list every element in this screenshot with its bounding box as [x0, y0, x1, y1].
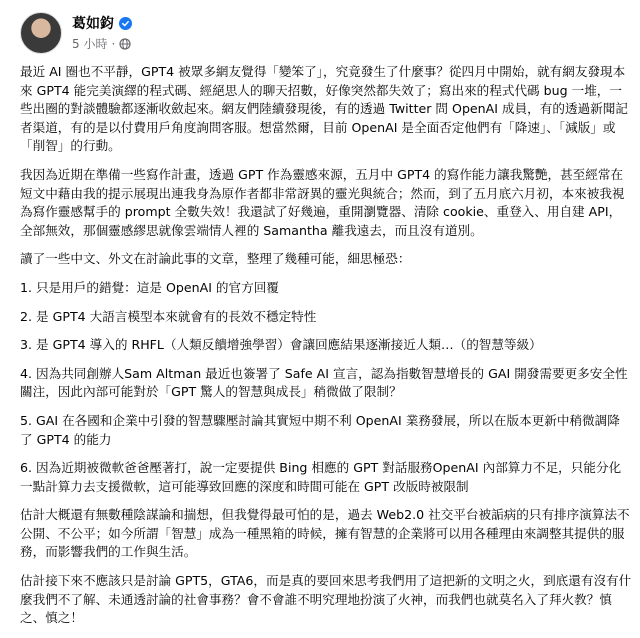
list-item-4: 4. 因為共同創辦人Sam Altman 最近也簽署了 Safe AI 宣言，認為指數智慧增長的 GAI 開發需要更多安全性關注，因此內部可能對於「GPT 驚人的智慧與成長」稍微做了限制？ — [20, 365, 628, 400]
paragraph-conspiracy: 估計大概還有無數種陰謀論和揣想，但我覺得最可怕的是，過去 Web2.0 社交平台被詬病的只有排序演算法不公開、不公平；如今所謂「智慧」成為一種黑箱的時候，擁有智慧的企業將可以用各種理由來調整其提供的服務，而影響我們的工作與生活。 — [20, 507, 630, 560]
paragraph-intro: 最近 AI 圈也不平靜，GPT4 被眾多網友覺得「變笨了」，究竟發生了什麼事？從四月中開始，就有網友發現本來 GPT4 能完美演繹的程式碼、經絕思人的聊天招數，好像突然都失效了；寫出來的程式代碼 bug 一堆，一些出圈的對談體驗都逐漸收斂起來。網友們陸續發現後，有的透過 Twitter 問 OpenAI 成員，有的透過新聞記者渠道，有的是以付費用戶角度詢問客服。想當然爾，目前 OpenAI 是全面否定他們有「降速」、「減版」或「削智」的行動。 — [20, 64, 628, 154]
author-avatar[interactable] — [20, 12, 62, 54]
list-item-1: 1. 只是用戶的錯覺：這是 OpenAI 的官方回覆 — [20, 279, 279, 295]
list-item-5: 5. GAI 在各國和企業中引發的智慧驟壓討論其實短中期不利 OpenAI 業務發展，所以在版本更新中稍微調降了 GPT4 的能力 — [20, 412, 620, 447]
paragraph-possibilities-intro: 讀了一些中文、外文在討論此事的文章，整理了幾種可能，細思極恐： — [20, 251, 411, 267]
post-body — [20, 63, 632, 638]
list-item-3: 3. 是 GPT4 導入的 RHFL（人類反饋增強學習）會讓回應結果逐漸接近人類…（的智慧等級） — [20, 337, 542, 353]
post-meta — [72, 15, 132, 52]
paragraph-experience: 我因為近期在準備一些寫作計畫，透過 GPT 作為靈感來源，五月中 GPT4 的寫作能力讓我驚艷，甚至經常在短文中藉由我的提示展現出連我身為原作者都非常訝異的靈光與統合；然而，到了五月底六月初，本來被我視為寫作靈感幫手的 prompt 全數失效！我還試了好幾遍，重開瀏覽器、清除 cookie、重登入、用自建 API，全部無效，那個靈感繆思就像雲端情人裡的 Samantha 離我遠去，而且沒有道別。 — [20, 166, 625, 238]
post-timestamp[interactable]: 5 小時 — [72, 36, 108, 51]
paragraph-conclusion: 估計接下來不應該只是討論 GPT5，GTA6，而是真的要回來思考我們用了這把新的文明之火，到底還有沒有什麼我們不了解、未通透討論的社會事務？會不會誰不明究理地扮演了火神，而我們也就莫名入了拜火教？慎之、慎之！ — [20, 573, 632, 626]
verified-badge-icon — [119, 17, 132, 30]
list-item-2: 2. 是 GPT4 大語言模型本來就會有的長效不穩定特性 — [20, 308, 317, 324]
post-header — [20, 11, 132, 55]
separator-dot: · — [111, 36, 116, 51]
globe-icon[interactable] — [119, 38, 131, 50]
author-name[interactable]: 葛如鈞 — [72, 15, 114, 32]
list-item-6: 6. 因為近期被微軟爸爸壓著打，說一定要提供 Bing 相應的 GPT 對話服務OpenAI 內部算力不足，只能分化一點計算力去支援微軟，這可能導致回應的深度和時間可能在 GPT 改版時被限制 — [20, 460, 622, 494]
timestamp-row — [72, 36, 132, 52]
author-row — [72, 15, 132, 33]
